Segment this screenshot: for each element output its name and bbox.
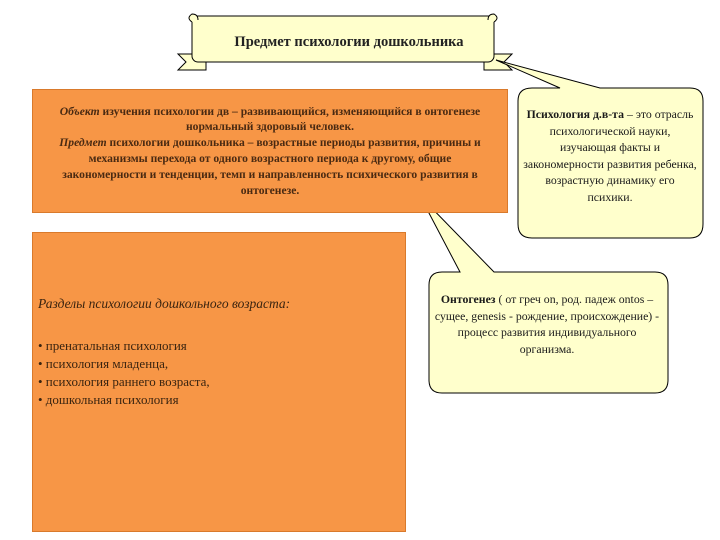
definitions-box bbox=[32, 89, 508, 213]
sections-box bbox=[32, 232, 406, 532]
object-term: Объект bbox=[59, 104, 100, 118]
definitions-text bbox=[33, 104, 507, 199]
subject-term: Предмет bbox=[59, 136, 107, 150]
sections-heading: Разделы психологии дошкольного возраста: bbox=[38, 296, 291, 311]
sections-list bbox=[38, 337, 210, 409]
subject-definition: психологии дошкольника – возрастные периоды развития, причины и механизмы перехода от одного возрастного периода к другому, общие закономерности и тенденции, темп и направленность психического развития в онтогенезе. bbox=[62, 136, 481, 197]
list-item: • психология младенца, bbox=[38, 356, 169, 371]
callout-psychology-text bbox=[523, 106, 697, 206]
ontogenesis-term: Онтогенез bbox=[440, 292, 496, 306]
psychology-term: Психология д.в-та bbox=[526, 107, 625, 121]
page-title: Предмет психологии дошкольника bbox=[234, 33, 464, 50]
ontogenesis-definition: ( от греч on, род. падеж ontos – сущее, genesis - рождение, происхождение) - процесс развития индивидуального организма. bbox=[434, 292, 660, 356]
list-item: • пренатальная психология bbox=[38, 338, 187, 353]
psychology-definition: – это отрасль психологической науки, изучающая факты и закономерности развития ребенка, возрастную динамику его психики. bbox=[523, 107, 697, 204]
list-item: • дошкольная психология bbox=[38, 392, 179, 407]
callout-ontogenesis-text bbox=[434, 291, 660, 357]
object-definition: изучения психологии дв – развивающийся, изменяющийся в онтогенезе нормальный здоровый человек. bbox=[99, 104, 481, 134]
list-item: • психология раннего возраста, bbox=[38, 374, 210, 389]
